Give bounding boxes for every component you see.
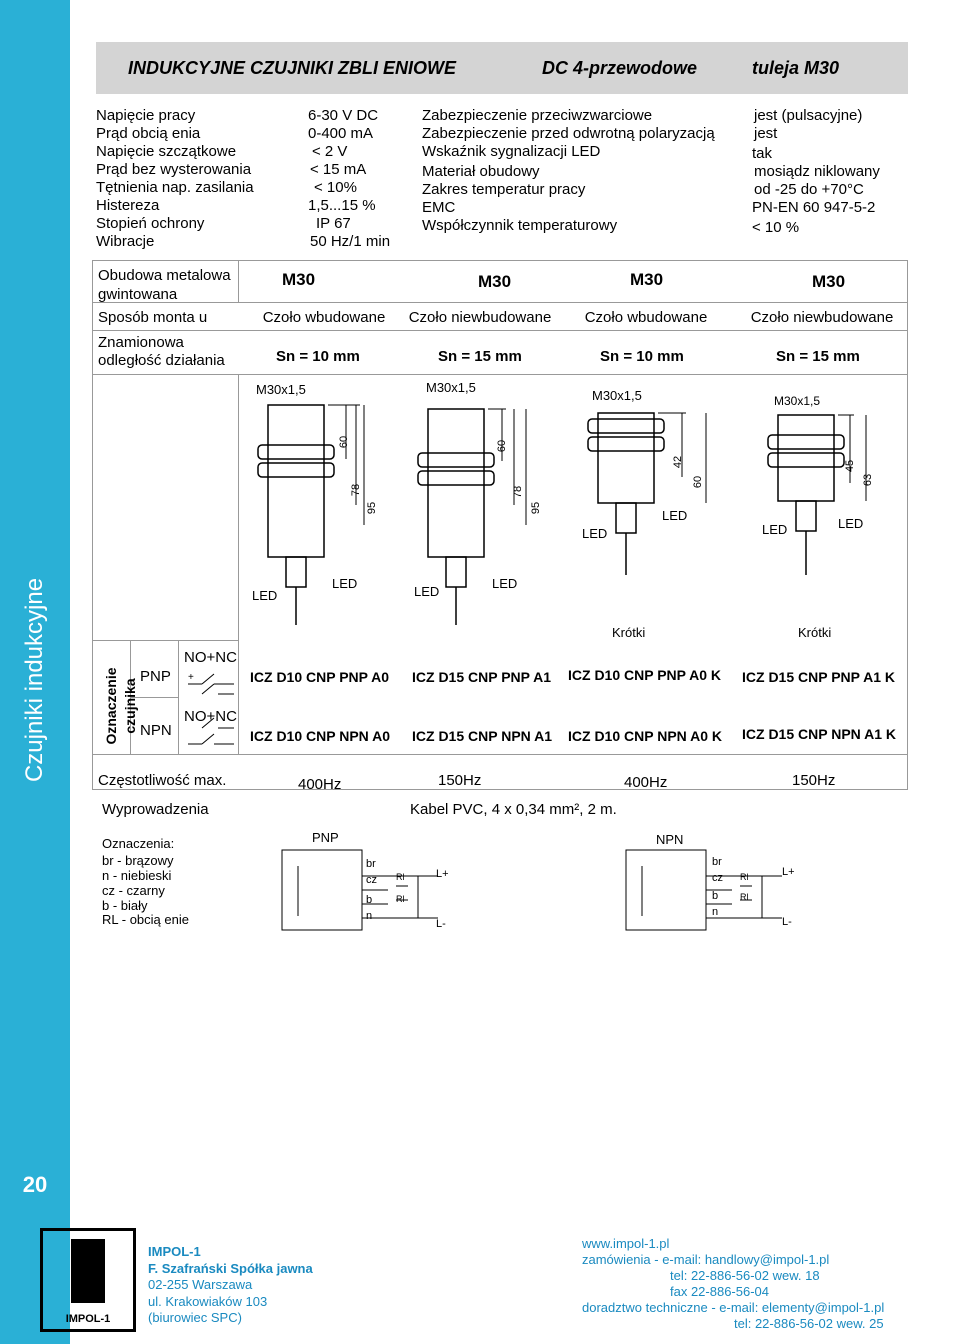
freq-value: 150Hz — [792, 772, 836, 789]
sensor-body — [268, 405, 324, 557]
wire-label: n — [366, 910, 373, 922]
wiring-npn-label: NPN — [656, 832, 684, 847]
spec-value: < 10 % — [752, 219, 800, 236]
mounting-cell: Czoło wbudowane — [584, 309, 708, 326]
led-label: LED — [252, 588, 278, 603]
phone: tel: 22-886-56-02 wew. 18 — [670, 1268, 820, 1283]
led-label: LED — [662, 508, 688, 523]
company-logo — [40, 1228, 136, 1332]
company-name: IMPOL-1 — [148, 1244, 201, 1259]
npn-code: ICZ D10 CNP NPN A0 K — [568, 728, 723, 744]
spec-value: 1,5...15 % — [308, 197, 376, 214]
company-address: ul. Krakowiaków 103 — [148, 1294, 268, 1309]
lplus-label: L+ — [782, 866, 795, 878]
sensor-cable — [446, 557, 466, 587]
row-label-housing — [98, 266, 248, 304]
phone: tel: 22-886-56-02 wew. 25 — [734, 1316, 884, 1331]
dimension-label: 60 — [338, 435, 351, 449]
short-label: Krótki — [612, 625, 646, 640]
spec-label: Histereza — [96, 197, 160, 214]
sensor-nut — [418, 471, 494, 485]
orders-email[interactable]: zamówienia - e-mail: handlowy@impol-1.pl — [582, 1252, 830, 1267]
spec-value: tak — [752, 145, 773, 162]
short-label: Krótki — [798, 625, 832, 640]
svg-text:+: + — [188, 672, 194, 683]
range-cell: Sn = 15 mm — [776, 348, 860, 365]
page-model: tuleja M30 — [752, 58, 840, 78]
sensor-nut — [258, 463, 334, 477]
lplus-label: L+ — [436, 868, 449, 880]
sensor-cable — [616, 503, 636, 533]
wire-label: n — [712, 906, 719, 918]
spec-label: Stopień ochrony — [96, 215, 205, 232]
leads-value: Kabel PVC, 4 x 0,34 mm², 2 m. — [410, 801, 617, 818]
sensor-body — [598, 413, 654, 503]
rl-label: Rl — [396, 894, 405, 904]
dimension-label: 63 — [862, 473, 875, 487]
spec-label: Napięcie szczątkowe — [96, 143, 237, 160]
leads-label: Wyprowadzenia — [102, 801, 209, 818]
rl-label: Rl — [740, 872, 749, 882]
spec-value: < 2 V — [312, 143, 348, 160]
spec-label: Zabezpieczenie przeciwzwarciowe — [422, 107, 653, 124]
legend-item: RL - obcią enie — [102, 912, 189, 927]
legend-item: n - niebieski — [102, 868, 172, 883]
table-divider — [92, 754, 908, 755]
thread-label: M30x1,5 — [774, 394, 821, 408]
pnp-code: ICZ D15 CNP PNP A1 — [412, 669, 552, 685]
led-label: LED — [582, 526, 608, 541]
website-link[interactable]: www.impol-1.pl — [582, 1236, 670, 1251]
pnp-code: ICZ D10 CNP PNP A0 — [250, 669, 390, 685]
logo-mark — [71, 1239, 105, 1303]
row-label-text: Obudowa metalowa gwintowana — [98, 267, 231, 303]
thread-label: M30x1,5 — [256, 382, 306, 397]
table-divider — [178, 640, 179, 754]
legend-item: b - biały — [102, 898, 148, 913]
legend-item: br - brązowy — [102, 853, 174, 868]
spec-label: Tętnienia nap. zasilania — [96, 179, 254, 196]
wiring-diagram-pnp — [278, 846, 488, 936]
mounting-cell: Czoło wbudowane — [262, 309, 386, 326]
spec-label: Napięcie pracy — [96, 107, 196, 124]
spec-value: jest (pulsacyjne) — [754, 107, 863, 124]
sensor-cable — [796, 501, 816, 531]
sensor-nut — [588, 437, 664, 451]
sensor-body — [778, 415, 834, 501]
spec-label: Prąd bez wysterowania — [96, 161, 252, 178]
led-label: LED — [838, 516, 864, 531]
page-number: 20 — [22, 1172, 48, 1197]
row-label-range: Znamionowa odległość działania — [98, 334, 225, 369]
freq-label: Częstotliwość max. — [98, 772, 227, 789]
sensor-nut — [588, 419, 664, 433]
dimension-label: 78 — [512, 485, 525, 499]
contact-symbols — [182, 666, 238, 754]
led-label: LED — [414, 584, 440, 599]
sensor-drawings — [238, 375, 908, 640]
fax: fax 22-886-56-04 — [670, 1284, 770, 1299]
sensor-nut — [768, 453, 844, 467]
housing-cell: M30 — [630, 270, 664, 289]
dimension-label: 42 — [672, 455, 685, 469]
dimension-label: 95 — [530, 501, 543, 515]
sensor-nut — [418, 453, 494, 467]
page-subtitle: DC 4-przewodowe — [542, 58, 698, 78]
pnp-label: PNP — [140, 668, 171, 685]
spec-label: Zabezpieczenie przed odwrotną polaryzacją — [422, 125, 715, 142]
freq-value: 400Hz — [298, 776, 342, 793]
sensor-nut — [768, 435, 844, 449]
wire-label: br — [366, 858, 376, 870]
contact-type-label: NO+NC — [184, 708, 237, 725]
spec-label: EMC — [422, 199, 456, 216]
contact-type-label: NO+NC — [184, 649, 237, 666]
title-banner — [96, 42, 908, 94]
spec-label: Zakres temperatur pracy — [422, 181, 586, 198]
range-cell: Sn = 10 mm — [276, 348, 360, 365]
wire-label: br — [712, 856, 722, 868]
spec-value: 50 Hz/1 min — [310, 233, 391, 250]
spec-value: PN-EN 60 947-5-2 — [752, 199, 876, 216]
spec-label: Wskaźnik sygnalizacji LED — [422, 143, 601, 160]
row-label-mounting: Sposób monta u — [98, 309, 208, 326]
range-cell: Sn = 15 mm — [438, 348, 522, 365]
led-label: LED — [332, 576, 358, 591]
thread-label: M30x1,5 — [592, 388, 642, 403]
mounting-cell: Czoło niewbudowane — [408, 309, 552, 326]
dimension-label: 95 — [366, 501, 379, 515]
page-title: INDUKCYJNE CZUJNIKI ZBLI ENIOWE — [128, 58, 457, 78]
sensor-cable — [286, 557, 306, 587]
spec-label: Wibracje — [96, 233, 155, 250]
table-divider — [92, 330, 908, 331]
wiring-diagram-npn — [622, 846, 832, 936]
spec-value: 6-30 V DC — [308, 107, 379, 124]
spec-label: Współczynnik temperaturowy — [422, 217, 618, 234]
wire-label: cz — [712, 872, 723, 884]
logo-text: IMPOL-1 — [65, 1313, 111, 1325]
spec-value: 0-400 mA — [308, 125, 374, 142]
npn-label: NPN — [140, 722, 172, 739]
legend-title: Oznaczenia: — [102, 836, 175, 851]
wire-label: b — [366, 894, 373, 906]
spec-value: od -25 do +70°C — [754, 181, 864, 198]
dimension-label: 60 — [496, 439, 509, 453]
housing-cell: M30 — [282, 270, 316, 289]
wiring-pnp-label: PNP — [312, 830, 339, 845]
npn-code: ICZ D15 CNP NPN A1 K — [742, 726, 897, 742]
pnp-code: ICZ D15 CNP PNP A1 K — [742, 669, 896, 685]
wire-label: cz — [366, 874, 377, 886]
thread-label: M30x1,5 — [426, 380, 476, 395]
spec-value: < 15 mA — [310, 161, 367, 178]
lminus-label: L- — [782, 916, 792, 928]
spec-value: IP 67 — [316, 215, 351, 232]
sensor-nut — [258, 445, 334, 459]
company-name: F. Szafrański Spółka jawna — [148, 1261, 313, 1276]
company-address: (biurowiec SPC) — [148, 1310, 242, 1325]
freq-value: 150Hz — [438, 772, 482, 789]
npn-code: ICZ D10 CNP NPN A0 — [250, 728, 391, 744]
spec-value: mosiądz niklowany — [754, 163, 880, 180]
pnp-code: ICZ D10 CNP PNP A0 K — [568, 667, 722, 683]
housing-cell: M30 — [812, 272, 846, 291]
rl-label: Rl — [396, 872, 405, 882]
spec-value: jest — [754, 125, 778, 142]
mounting-cell: Czoło niewbudowane — [750, 309, 894, 326]
npn-code: ICZ D15 CNP NPN A1 — [412, 728, 553, 744]
dimension-label: 60 — [692, 475, 705, 489]
spec-label: Materiał obudowy — [422, 163, 540, 180]
led-label: LED — [762, 522, 788, 537]
rl-label: Rl — [740, 892, 749, 902]
dimension-label: 78 — [350, 483, 363, 497]
lminus-label: L- — [436, 918, 446, 930]
tech-email[interactable]: doradztwo techniczne - e-mail: elementy@impol-1.pl — [582, 1300, 885, 1315]
legend-item: cz - czarny — [102, 883, 165, 898]
spec-label: Prąd obcią enia — [96, 125, 201, 142]
range-cell: Sn = 10 mm — [600, 348, 684, 365]
housing-cell: M30 — [478, 272, 512, 291]
company-address: 02-255 Warszawa — [148, 1277, 253, 1292]
sensor-body — [428, 409, 484, 557]
dimension-label: 45 — [844, 459, 857, 473]
wire-label: b — [712, 890, 719, 902]
spec-value: < 10% — [314, 179, 357, 196]
led-label: LED — [492, 576, 518, 591]
designation-label: Oznaczenie czujnika — [103, 667, 138, 745]
sidebar-title: Czujniki indukcyjne — [21, 577, 48, 783]
freq-value: 400Hz — [624, 774, 668, 791]
